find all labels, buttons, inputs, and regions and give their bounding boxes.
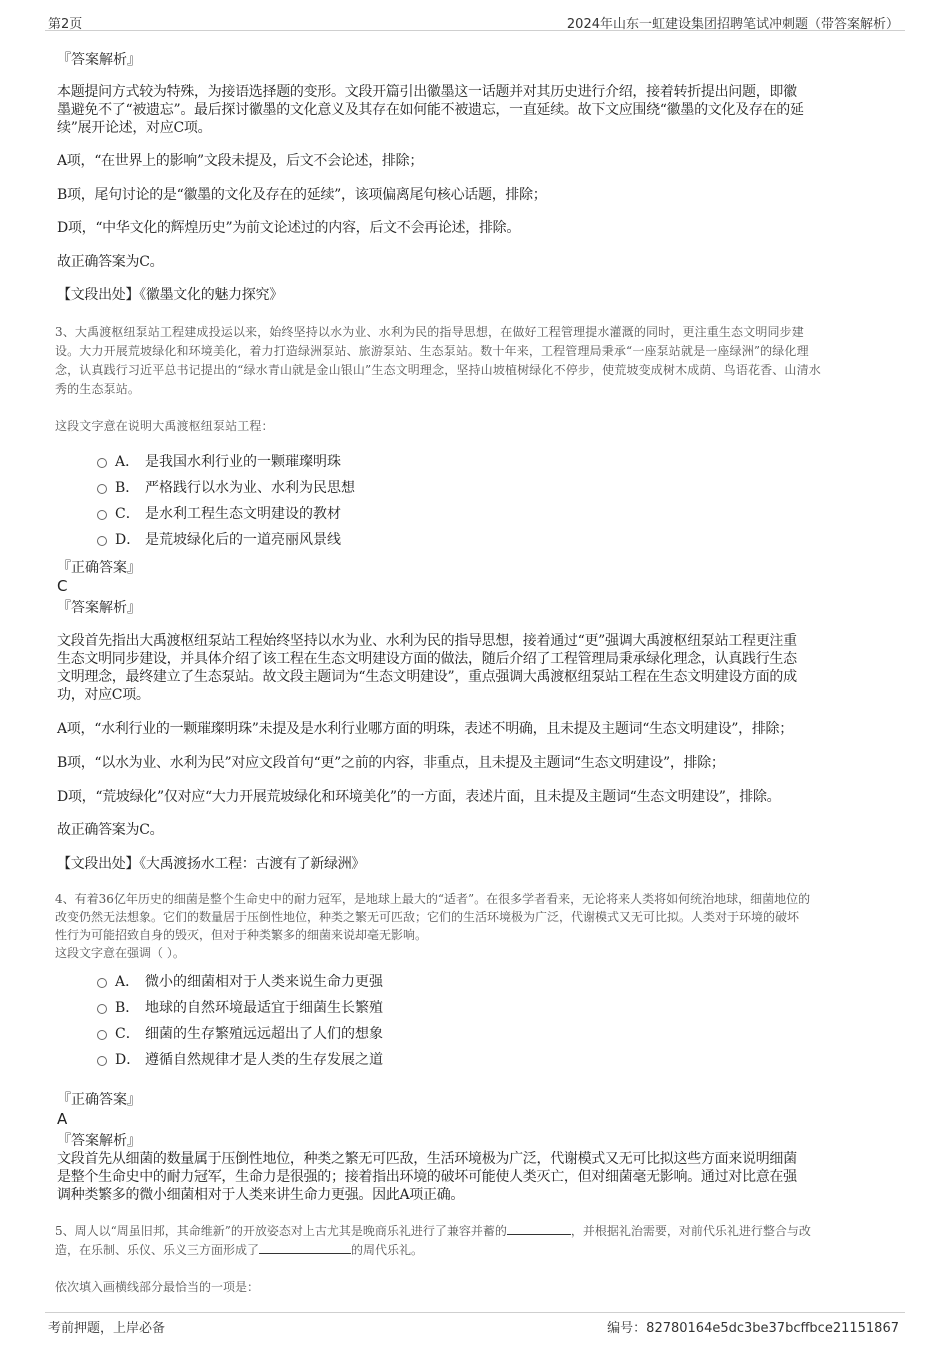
radio-icon[interactable] <box>97 1056 107 1066</box>
q3-analysis-line: 文段首先指出大禹渡枢纽泵站工程始终坚持以水为业、水利为民的指导思想，接着通过“更”强调大禹渡枢纽泵站工程更注重 <box>57 633 797 649</box>
q5-text-segment: 的周代乐礼。 <box>351 1243 424 1257</box>
q5-text-segment: 造，在乐制、乐仪、乐义三方面形成了 <box>55 1243 260 1257</box>
q4-analysis-line: 调种类繁多的微小细菌相对于人类来讲生命力更强。因此A项正确。 <box>57 1187 465 1203</box>
q2-option-b-analysis: B项，尾句讨论的是“徽墨的文化及存在的延续”，该项偏离尾句核心话题，排除； <box>57 187 547 203</box>
q4-correct-title: 『正确答案』 <box>57 1092 141 1108</box>
q4-question: 这段文字意在强调（ ）。 <box>55 946 185 960</box>
option-letter: D． <box>115 1052 141 1068</box>
page-number: 第2页 <box>48 17 83 32</box>
option-text: 地球的自然环境最适宜于细菌生长繁殖 <box>145 1000 383 1016</box>
option-letter: A． <box>115 974 140 990</box>
q2-option-d-analysis: D项，“中华文化的辉煌历史”为前文论述过的内容，后文不会再论述，排除。 <box>57 220 521 236</box>
q3-correct-answer: C <box>57 577 68 595</box>
fill-blank <box>259 1241 351 1254</box>
q3-conclusion: 故正确答案为C。 <box>57 822 164 838</box>
radio-icon[interactable] <box>97 1030 107 1040</box>
q3-stem-line: 秀的生态泵站。 <box>55 382 141 396</box>
radio-icon[interactable] <box>97 978 107 988</box>
q2-conclusion: 故正确答案为C。 <box>57 254 164 270</box>
q3-stem-line: 念，认真践行习近平总书记提出的“绿水青山就是金山银山”生态文明理念，坚持山坡植树绿化不停步，使荒坡变成树木成荫、鸟语花香、山清水 <box>55 363 821 377</box>
q4-analysis-line: 是整个生命史中的耐力冠军，生命力是很强的；接着指出环境的破坏可能使人类灭亡，但对细菌毫无影响。通过对比意在强 <box>57 1169 797 1185</box>
code-label: 编号： <box>607 1321 647 1336</box>
code-value: 82780164e5dc3be37bcffbce21151867 <box>646 1321 899 1336</box>
radio-icon[interactable] <box>97 510 107 520</box>
q2-analysis-line: 本题提问方式较为特殊，为接语选择题的变形。文段开篇引出徽墨这一话题并对其历史进行介绍，接着转折提出问题，即徽 <box>57 84 797 100</box>
option-text: 是我国水利行业的一颗璀璨明珠 <box>145 454 341 470</box>
q3-analysis-line: 生态文明同步建设，并具体介绍了该工程在生态文明建设方面的做法，随后介绍了工程管理局秉承绿化理念，认真践行生态 <box>57 651 797 667</box>
option-letter: A． <box>115 454 140 470</box>
q4-stem-line: 改变仍然无法想象。它们的数量居于压倒性地位，种类之繁无可匹敌；它们的生活环境极为广泛，代谢模式又无可比拟。人类对于环境的破坏 <box>55 910 800 924</box>
q5-text-segment: ，并根据礼治需要，对前代乐礼进行整合与改 <box>570 1224 811 1238</box>
radio-icon[interactable] <box>97 458 107 468</box>
q3-stem-line: 设。大力开展荒坡绿化和环境美化，着力打造绿洲泵站、旅游泵站、生态泵站。数十年来，工程管理局秉承“一座泵站就是一座绿洲”的绿化理 <box>55 344 809 358</box>
radio-icon[interactable] <box>97 536 107 546</box>
q3-stem-line: 3、大禹渡枢纽泵站工程建成投运以来，始终坚持以水为业、水利为民的指导思想，在做好工程管理提水灌溉的同时，更注重生态文明同步建 <box>55 325 804 339</box>
option-text: 微小的细菌相对于人类来说生命力更强 <box>145 974 383 990</box>
option-letter: C． <box>115 1026 140 1042</box>
option-letter: B． <box>115 480 140 496</box>
q5-stem-line <box>55 1222 811 1240</box>
q5-stem-line <box>55 1241 423 1259</box>
q4-analysis-line: 文段首先从细菌的数量属于压倒性地位，种类之繁无可匹敌，生活环境极为广泛，代谢模式又无可比拟这些方面来说明细菌 <box>57 1151 797 1167</box>
option-letter: D． <box>115 532 141 548</box>
q3-analysis-title: 『答案解析』 <box>57 600 141 616</box>
q5-text-segment: 5、周人以“周虽旧邦，其命维新”的开放姿态对上古尤其是晚商乐礼进行了兼容并蓄的 <box>55 1224 507 1238</box>
q2-analysis-title: 『答案解析』 <box>57 52 141 68</box>
fill-blank <box>507 1222 571 1235</box>
option-text: 细菌的生存繁殖远远超出了人们的想象 <box>145 1026 383 1042</box>
q2-source: 【文段出处】《徽墨文化的魅力探究》 <box>57 287 283 303</box>
radio-icon[interactable] <box>97 484 107 494</box>
q3-analysis-line: 文明理念，最终建立了生态泵站。故文段主题词为“生态文明建设”，重点强调大禹渡枢纽泵站工程在生态文明建设方面的成 <box>57 669 797 685</box>
document-code <box>607 1317 899 1336</box>
page-header <box>45 10 905 31</box>
q3-correct-title: 『正确答案』 <box>57 560 141 576</box>
q2-analysis-line: 续”展开论述，对应C项。 <box>57 120 212 136</box>
option-text: 是荒坡绿化后的一道亮丽风景线 <box>145 532 341 548</box>
q4-stem-line: 4、有着36亿年历史的细菌是整个生命史中的耐力冠军，是地球上最大的“适者”。在很多学者看来，无论将来人类将如何统治地球，细菌地位的 <box>55 892 811 906</box>
option-text: 是水利工程生态文明建设的教材 <box>145 506 341 522</box>
q3-source: 【文段出处】《大禹渡扬水工程：古渡有了新绿洲》 <box>57 856 366 872</box>
option-letter: B． <box>115 1000 140 1016</box>
q2-option-a-analysis: A项，“在世界上的影响”文段未提及，后文不会论述，排除； <box>57 153 424 169</box>
radio-icon[interactable] <box>97 1004 107 1014</box>
q3-option-a-analysis: A项，“水利行业的一颗璀璨明珠”未提及是水利行业哪方面的明珠，表述不明确，且未提及主题词“生态文明建设”，排除； <box>57 721 793 737</box>
option-text: 遵循自然规律才是人类的生存发展之道 <box>145 1052 383 1068</box>
q3-question: 这段文字意在说明大禹渡枢纽泵站工程： <box>55 419 274 433</box>
q4-stem-line: 性行为可能招致自身的毁灭，但对于种类繁多的细菌来说却毫无影响。 <box>55 928 428 942</box>
q4-correct-answer: A <box>57 1110 68 1128</box>
q4-analysis-title: 『答案解析』 <box>57 1133 141 1149</box>
document-title: 2024年山东一虹建设集团招聘笔试冲刺题（带答案解析） <box>566 17 899 32</box>
q2-analysis-line: 墨避免不了“被遗忘”。最后探讨徽墨的文化意义及其存在如何能不被遗忘，一直延续。故下文应围绕“徽墨的文化及存在的延 <box>57 102 804 118</box>
page-footer <box>45 1312 905 1337</box>
option-letter: C． <box>115 506 140 522</box>
q5-question: 依次填入画横线部分最恰当的一项是： <box>55 1280 260 1294</box>
option-text: 严格践行以水为业、水利为民思想 <box>145 480 355 496</box>
q3-option-b-analysis: B项，“以水为业、水利为民”对应文段首句“更”之前的内容，非重点，且未提及主题词“生态文明建设”，排除； <box>57 755 725 771</box>
footer-slogan: 考前押题，上岸必备 <box>48 1321 166 1336</box>
q3-option-d-analysis: D项，“荒坡绿化”仅对应“大力开展荒坡绿化和环境美化”的一方面，表述片面，且未提及主题词“生态文明建设”，排除。 <box>57 789 781 805</box>
q3-analysis-line: 功，对应C项。 <box>57 687 150 703</box>
